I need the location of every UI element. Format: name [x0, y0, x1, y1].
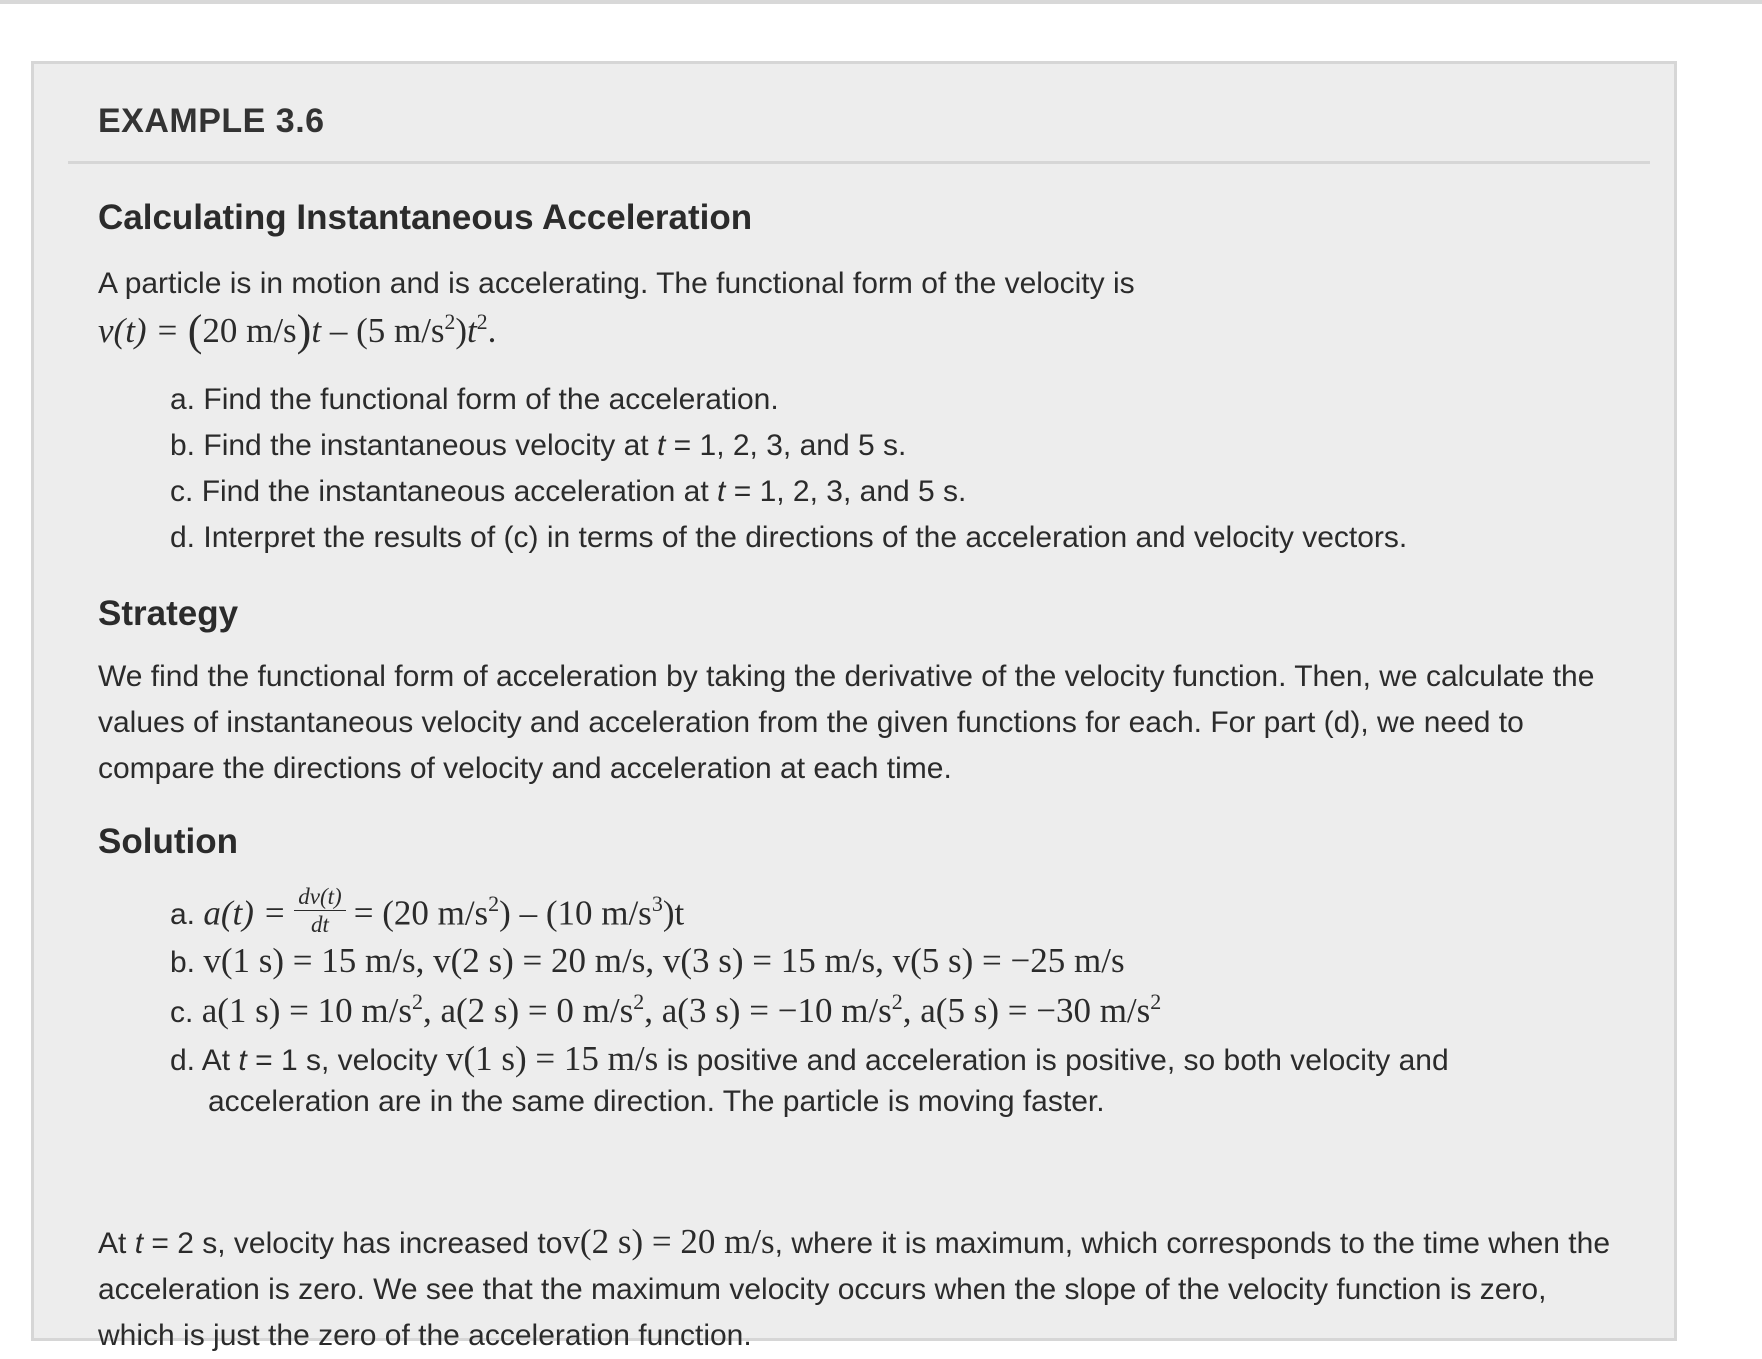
item-text-post: = 1, 2, 3, and 5 s.	[665, 429, 907, 462]
list-item	[170, 521, 1650, 567]
closing-pre: At	[98, 1227, 135, 1260]
sol-a-rhs2: ) – (10 m/s	[499, 893, 652, 933]
list-item	[170, 383, 1650, 429]
question-list	[170, 383, 1650, 567]
header-divider	[68, 161, 1650, 164]
sol-c-p2: , a(2 s) = 0 m/s	[422, 991, 634, 1030]
item-var: t	[717, 475, 726, 508]
sol-c-p1: a(1 s) = 10 m/s	[201, 991, 412, 1030]
list-item	[170, 429, 1650, 475]
sol-b-eq: v(1 s) = 15 m/s, v(2 s) = 20 m/s, v(3 s) = 15 m/s, v(5 s) = −25 m/s	[203, 941, 1125, 980]
sol-a-rhs1: = (20 m/s	[353, 893, 489, 933]
solution-item-d	[170, 1039, 1650, 1085]
sol-a-exp1: 2	[488, 891, 500, 917]
sol-a-rhs3: )t	[662, 893, 685, 933]
eq-term2: – (5 m/s	[321, 311, 445, 350]
example-title: Calculating Instantaneous Acceleration	[98, 198, 753, 237]
solution-item-a	[170, 884, 1650, 941]
sol-c-exp4: 2	[1150, 988, 1162, 1014]
example-box	[31, 61, 1677, 1352]
eq-var-t: t	[311, 311, 322, 350]
eq-paren-open: (	[187, 306, 203, 355]
sol-d-var: t	[238, 1044, 247, 1077]
strategy-text: We find the functional form of acceleration by taking the derivative of the velocity function. Then, we calculate the values of instantaneous velocity and acceleration from the given functions for each. For part (d), we need to compare the directions of velocity and acceleration at each time.	[98, 660, 1595, 785]
item-label: a.	[170, 383, 196, 416]
item-label: c.	[170, 996, 194, 1029]
top-border	[0, 0, 1762, 4]
sol-c-p3: , a(3 s) = −10 m/s	[644, 991, 892, 1030]
sol-c-p4: , a(5 s) = −30 m/s	[902, 991, 1151, 1030]
sol-c-exp1: 2	[411, 988, 423, 1014]
item-text: Find the functional form of the acceleration.	[203, 383, 779, 416]
list-item	[170, 475, 1650, 521]
closing-mid: = 2 s, velocity has increased to	[143, 1227, 563, 1260]
sol-d-pre: At	[201, 1044, 239, 1077]
item-label: d.	[170, 1044, 196, 1077]
item-label: c.	[170, 475, 194, 508]
eq-period: .	[487, 311, 497, 350]
sol-d-math: v(1 s) = 15 m/s	[446, 1039, 659, 1078]
eq-var-t2: t	[467, 311, 477, 350]
velocity-equation	[98, 307, 1638, 355]
solution-item-b	[170, 941, 1650, 991]
eq-exp-t: 2	[476, 309, 488, 334]
eq-close: )	[455, 311, 468, 350]
closing-paragraph	[98, 1219, 1623, 1359]
sol-d-line2: acceleration are in the same direction. The particle is moving faster.	[208, 1085, 1105, 1118]
item-label: d.	[170, 521, 196, 554]
intro-text: A particle is in motion and is accelerating. The functional form of the velocity is	[98, 267, 1135, 300]
item-text: Find the instantaneous velocity at	[203, 429, 657, 462]
item-label: b.	[170, 429, 196, 462]
item-label: b.	[170, 946, 196, 979]
eq-paren-close: )	[296, 306, 312, 355]
item-label: a.	[170, 898, 196, 932]
solution-heading: Solution	[98, 822, 238, 861]
sol-c-exp2: 2	[633, 988, 645, 1014]
closing-post: , where it is maximum, which corresponds to the time when the acceleration is zero. We see that the maximum velocity occurs when the slope of the velocity function is zero, which is just the zero of the acceleration function.	[98, 1227, 1611, 1352]
item-var: t	[656, 429, 666, 462]
item-text: Interpret the results of (c) in terms of the directions of the acceleration and velocity vectors.	[203, 521, 1408, 554]
fraction-numerator: dv(t)	[294, 883, 345, 911]
intro-paragraph	[98, 261, 1638, 355]
item-text: Find the instantaneous acceleration at	[201, 475, 718, 508]
eq-lhs: v(t) =	[98, 311, 188, 350]
derivative-fraction	[294, 883, 345, 938]
eq-term1: 20 m/s	[202, 311, 297, 350]
sol-a-lhs: a(t) =	[203, 893, 287, 933]
closing-math: v(2 s) = 20 m/s	[562, 1222, 775, 1261]
sol-d-mid: = 1 s, velocity	[246, 1044, 446, 1077]
strategy-heading: Strategy	[98, 594, 239, 633]
solution-item-d-cont	[170, 1085, 1650, 1131]
closing-var: t	[134, 1227, 144, 1260]
eq-exp: 2	[444, 309, 456, 334]
example-label: EXAMPLE 3.6	[98, 102, 325, 140]
sol-c-exp3: 2	[891, 988, 903, 1014]
solution-list	[170, 884, 1650, 1131]
sol-d-post: is positive and acceleration is positive, so both velocity and	[658, 1044, 1449, 1077]
item-text-post: = 1, 2, 3, and 5 s.	[725, 475, 967, 508]
sol-a-exp2: 3	[651, 891, 663, 917]
fraction-denominator: dt	[311, 912, 329, 937]
solution-item-c	[170, 988, 1650, 1039]
